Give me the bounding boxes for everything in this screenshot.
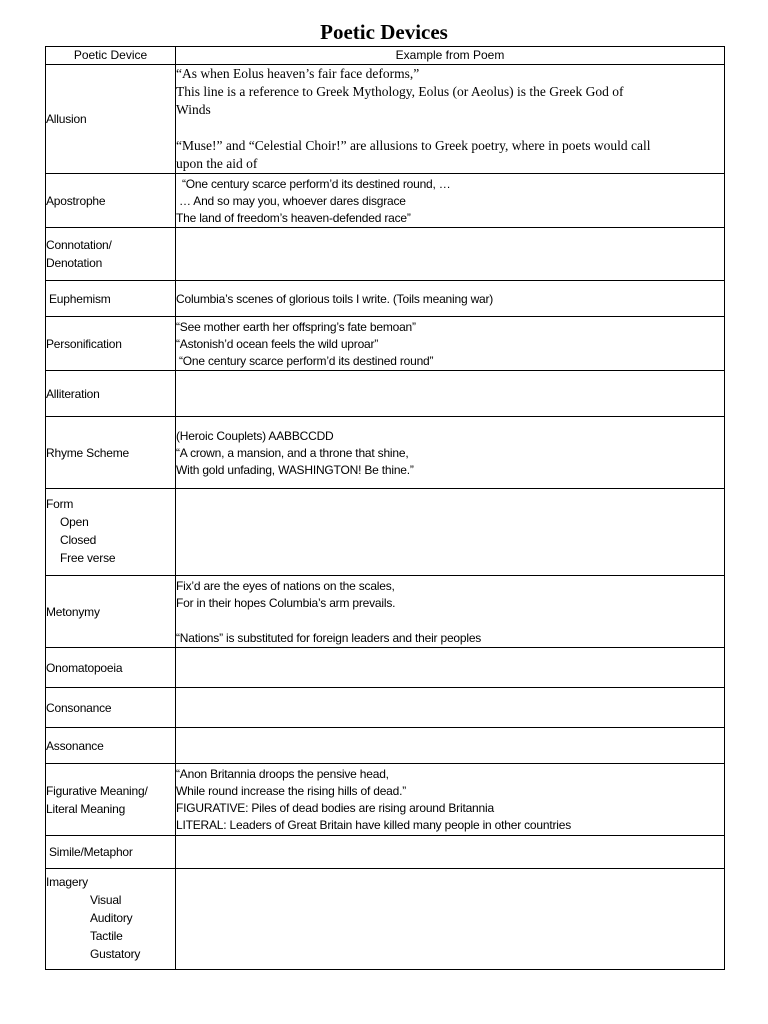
example-line: “Astonish’d ocean feels the wild uproar” bbox=[176, 336, 379, 351]
example-line: Fix’d are the eyes of nations on the scales, bbox=[176, 578, 395, 593]
device-apostrophe: Apostrophe bbox=[46, 174, 176, 228]
device-simile-metaphor: Simile/Metaphor bbox=[46, 836, 176, 869]
example-apostrophe bbox=[176, 174, 725, 228]
example-line: “A crown, a mansion, and a throne that shine, bbox=[176, 445, 409, 460]
device-alliteration: Alliteration bbox=[46, 371, 176, 417]
device-assonance: Assonance bbox=[46, 728, 176, 764]
example-simile-metaphor bbox=[176, 836, 725, 869]
table-row bbox=[46, 228, 725, 281]
example-line: FIGURATIVE: Piles of dead bodies are rising around Britannia bbox=[176, 801, 494, 815]
table-row bbox=[46, 869, 725, 970]
example-line: This line is a reference to Greek Mythology, Eolus (or Aeolus) is the Greek God of bbox=[176, 84, 624, 99]
table-row bbox=[46, 764, 725, 836]
table-row bbox=[46, 65, 725, 174]
imagery-subtype: Tactile bbox=[90, 929, 123, 943]
table-row bbox=[46, 174, 725, 228]
example-imagery bbox=[176, 869, 725, 970]
example-line: … And so may you, whoever dares disgrace bbox=[179, 193, 406, 208]
form-subtype: Open bbox=[60, 515, 89, 529]
example-personification bbox=[176, 317, 725, 371]
example-line: With gold unfading, WASHINGTON! Be thine.” bbox=[176, 462, 414, 477]
example-figurative-literal bbox=[176, 764, 725, 836]
example-consonance bbox=[176, 688, 725, 728]
table-row bbox=[46, 371, 725, 417]
device-allusion: Allusion bbox=[46, 65, 176, 174]
table-row bbox=[46, 489, 725, 576]
example-allusion bbox=[176, 65, 725, 174]
example-form bbox=[176, 489, 725, 576]
example-metonymy bbox=[176, 576, 725, 648]
device-label-line: Connotation/ bbox=[46, 238, 112, 252]
device-metonymy: Metonymy bbox=[46, 576, 176, 648]
example-connotation-denotation bbox=[176, 228, 725, 281]
example-alliteration bbox=[176, 371, 725, 417]
example-line: (Heroic Couplets) AABBCCDD bbox=[176, 428, 334, 443]
device-figurative-literal bbox=[46, 764, 176, 836]
example-line: While round increase the rising hills of dead.” bbox=[176, 784, 407, 798]
device-label-line: Figurative Meaning/ bbox=[46, 783, 148, 798]
device-rhyme-scheme: Rhyme Scheme bbox=[46, 417, 176, 489]
device-imagery bbox=[46, 869, 176, 970]
imagery-subtype: Gustatory bbox=[90, 947, 141, 961]
device-label-line: Literal Meaning bbox=[46, 801, 126, 816]
example-line: Columbia’s scenes of glorious toils I write. (Toils meaning war) bbox=[176, 291, 494, 306]
table-row bbox=[46, 317, 725, 371]
imagery-subtype: Visual bbox=[90, 893, 122, 907]
table-row bbox=[46, 281, 725, 317]
example-line: LITERAL: Leaders of Great Britain have killed many people in other countries bbox=[176, 818, 572, 832]
example-line: upon the aid of bbox=[176, 156, 258, 171]
example-line: For in their hopes Columbia’s arm prevails. bbox=[176, 595, 396, 610]
device-connotation-denotation bbox=[46, 228, 176, 281]
form-subtype: Closed bbox=[60, 533, 97, 547]
poetic-devices-table bbox=[45, 46, 725, 970]
example-line: “See mother earth her offspring’s fate bemoan” bbox=[176, 319, 416, 334]
device-label-line: Denotation bbox=[46, 256, 103, 270]
device-onomatopoeia: Onomatopoeia bbox=[46, 648, 176, 688]
example-line: “One century scarce perform’d its destined round, … bbox=[182, 176, 451, 191]
table-row bbox=[46, 576, 725, 648]
example-euphemism bbox=[176, 281, 725, 317]
example-line: “One century scarce perform’d its destined round” bbox=[179, 353, 434, 368]
example-line: “Muse!” and “Celestial Choir!” are allusions to Greek poetry, where in poets would call bbox=[176, 138, 651, 153]
example-line: “As when Eolus heaven’s fair face deforms,” bbox=[176, 66, 420, 81]
table-row bbox=[46, 688, 725, 728]
example-line: “Anon Britannia droops the pensive head, bbox=[176, 767, 389, 781]
device-label-line: Imagery bbox=[46, 875, 88, 889]
example-assonance bbox=[176, 728, 725, 764]
example-line: Winds bbox=[176, 102, 211, 117]
table-row bbox=[46, 648, 725, 688]
form-subtype: Free verse bbox=[60, 551, 116, 565]
table-row bbox=[46, 728, 725, 764]
table-header-row bbox=[46, 47, 725, 65]
imagery-subtype: Auditory bbox=[90, 911, 133, 925]
device-form bbox=[46, 489, 176, 576]
example-onomatopoeia bbox=[176, 648, 725, 688]
device-personification: Personification bbox=[46, 317, 176, 371]
table-row bbox=[46, 836, 725, 869]
device-consonance: Consonance bbox=[46, 688, 176, 728]
example-line: The land of freedom’s heaven-defended race” bbox=[176, 210, 411, 225]
header-poetic-device: Poetic Device bbox=[46, 47, 176, 65]
example-line: “Nations” is substituted for foreign leaders and their peoples bbox=[176, 630, 482, 645]
table-row bbox=[46, 417, 725, 489]
page-title: Poetic Devices bbox=[320, 20, 448, 44]
example-rhyme-scheme bbox=[176, 417, 725, 489]
header-example-from-poem: Example from Poem bbox=[176, 47, 725, 65]
device-label-line: Form bbox=[46, 497, 74, 511]
device-euphemism: Euphemism bbox=[46, 281, 176, 317]
